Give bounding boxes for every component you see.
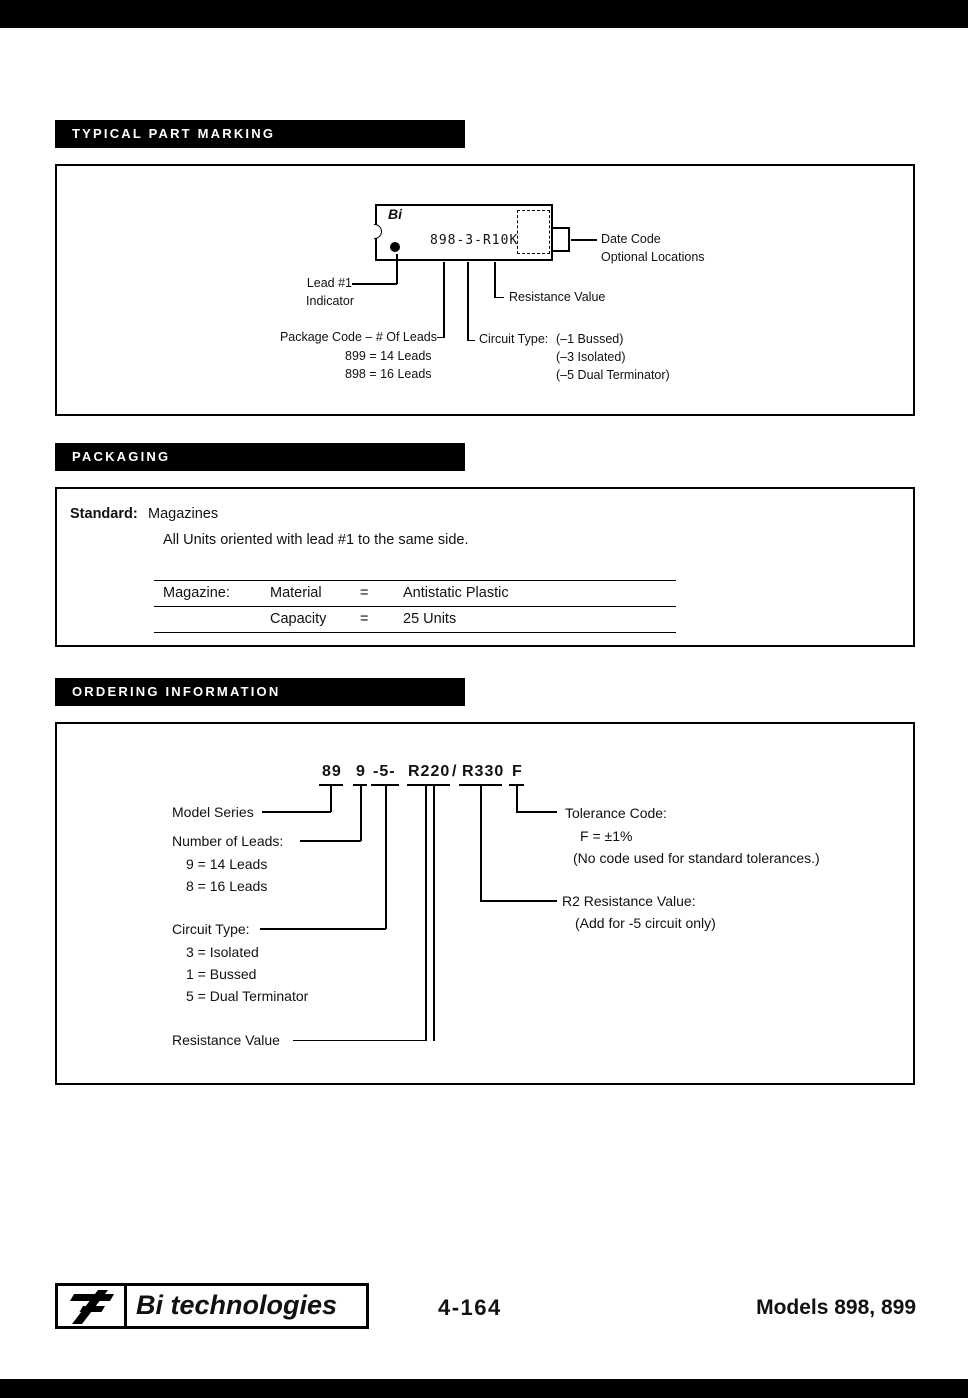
- leads-label: Number of Leads:: [172, 833, 284, 849]
- code-segment-model: 89: [322, 763, 342, 780]
- ordering-circuit-dual: 5 = Dual Terminator: [186, 988, 309, 1004]
- model-series-label: Model Series: [172, 804, 254, 820]
- ordering-resistance-label: Resistance Value: [172, 1032, 280, 1048]
- brand-f-icon: [66, 1290, 118, 1329]
- page-number: 4-164: [438, 1295, 502, 1320]
- circuit-type-label: Circuit Type:: [479, 332, 549, 346]
- standard-value: Magazines: [148, 506, 219, 522]
- tolerance-value: F = ±1%: [580, 828, 633, 844]
- ordering-resistance-connector-vertical-2: [433, 786, 435, 1041]
- table-rule-middle: [154, 606, 676, 607]
- code-segment-r2: R330: [462, 763, 505, 780]
- circuit-type-connector-vertical: [467, 262, 469, 341]
- orientation-note: All Units oriented with lead #1 to the same side.: [163, 532, 469, 548]
- circuit-type-connector-horizontal: [467, 340, 475, 342]
- date-code-connector: [571, 239, 597, 241]
- section-header-packaging: [55, 443, 465, 471]
- model-series-connector-vertical: [330, 786, 332, 812]
- package-code-connector-vertical: [443, 262, 445, 338]
- tolerance-connector-horizontal: [516, 811, 557, 813]
- date-code-dashed-area: [517, 210, 550, 254]
- brand-name: Bi technologies: [136, 1290, 338, 1320]
- package-code-label: Package Code – # Of Leads: [279, 330, 437, 344]
- ordering-resistance-connector-vertical-1: [425, 786, 427, 1041]
- r2-note: (Add for -5 circuit only): [575, 915, 716, 931]
- code-segment-circuit: -5-: [373, 763, 396, 780]
- magazine-row-equals: =: [360, 585, 369, 601]
- magazine-label: Magazine:: [163, 585, 230, 601]
- standard-label: Standard:: [70, 506, 138, 522]
- code-segment-tolerance: F: [512, 763, 523, 780]
- section-title-packaging: PACKAGING: [72, 449, 171, 464]
- ordering-resistance-connector-horizontal: [293, 1040, 426, 1042]
- r2-connector-horizontal: [480, 900, 557, 902]
- code-segment-leads: 9: [356, 763, 366, 780]
- package-code-option-899: 899 = 14 Leads: [345, 349, 432, 363]
- section-title-ordering: ORDERING INFORMATION: [72, 684, 281, 699]
- ordering-circuit-bussed: 1 = Bussed: [186, 966, 257, 982]
- capacity-row-property: Capacity: [270, 611, 327, 627]
- leads-option-8: 8 = 16 Leads: [186, 878, 268, 894]
- ordering-circuit-connector-vertical: [385, 786, 387, 929]
- magazine-row-value: Antistatic Plastic: [403, 585, 509, 601]
- leads-connector-vertical: [360, 786, 362, 841]
- tolerance-connector-vertical: [516, 786, 518, 812]
- lead1-connector-horizontal: [352, 283, 397, 285]
- table-rule-top: [154, 580, 676, 581]
- code-segment-slash: /: [452, 763, 458, 780]
- resistance-connector-vertical: [494, 262, 496, 298]
- section-header-part-marking: [55, 120, 465, 148]
- date-code-label: Date Code: [601, 232, 661, 246]
- date-code-side-tab: [551, 227, 570, 252]
- leads-option-9: 9 = 14 Leads: [186, 856, 268, 872]
- ordering-circuit-isolated: 3 = Isolated: [186, 944, 259, 960]
- top-rule-bar: [0, 0, 968, 28]
- date-code-sublabel: Optional Locations: [601, 250, 705, 264]
- underline-r1: [407, 784, 450, 786]
- component-part-number: 898-3-R10K: [430, 233, 519, 248]
- lead1-sublabel: Indicator: [306, 294, 354, 308]
- brand-logo-box: [55, 1283, 369, 1329]
- capacity-row-equals: =: [360, 611, 369, 627]
- circuit-type-option-isolated: (–3 Isolated): [556, 350, 626, 364]
- r2-connector-vertical: [480, 786, 482, 901]
- lead1-label: Lead #1: [306, 276, 352, 290]
- r2-label: R2 Resistance Value:: [562, 893, 696, 909]
- tolerance-note: (No code used for standard tolerances.): [573, 850, 820, 866]
- footer-models: Models 898, 899: [756, 1296, 916, 1319]
- component-brand-logo: Bi: [388, 206, 402, 222]
- ordering-circuit-label: Circuit Type:: [172, 921, 250, 937]
- part-marking-box: [55, 164, 915, 416]
- lead1-connector-vertical: [396, 254, 398, 284]
- package-code-connector-horizontal: [437, 337, 444, 339]
- section-header-ordering: [55, 678, 465, 706]
- section-title-part-marking: TYPICAL PART MARKING: [72, 126, 276, 141]
- circuit-type-option-dual: (–5 Dual Terminator): [556, 368, 670, 382]
- ordering-circuit-connector-horizontal: [260, 928, 386, 930]
- package-code-option-898: 898 = 16 Leads: [345, 367, 432, 381]
- logo-divider: [124, 1286, 127, 1326]
- table-rule-bottom: [154, 632, 676, 633]
- code-segment-r1: R220: [408, 763, 451, 780]
- capacity-row-value: 25 Units: [403, 611, 457, 627]
- resistance-connector-horizontal: [494, 297, 504, 299]
- leads-connector-horizontal: [300, 840, 361, 842]
- lead1-indicator-dot: [390, 242, 400, 252]
- tolerance-label: Tolerance Code:: [565, 805, 667, 821]
- resistance-value-label: Resistance Value: [509, 290, 606, 304]
- model-series-connector-horizontal: [262, 811, 331, 813]
- bottom-rule-bar: [0, 1379, 968, 1398]
- magazine-row-property: Material: [270, 585, 322, 601]
- circuit-type-option-bussed: (–1 Bussed): [556, 332, 624, 346]
